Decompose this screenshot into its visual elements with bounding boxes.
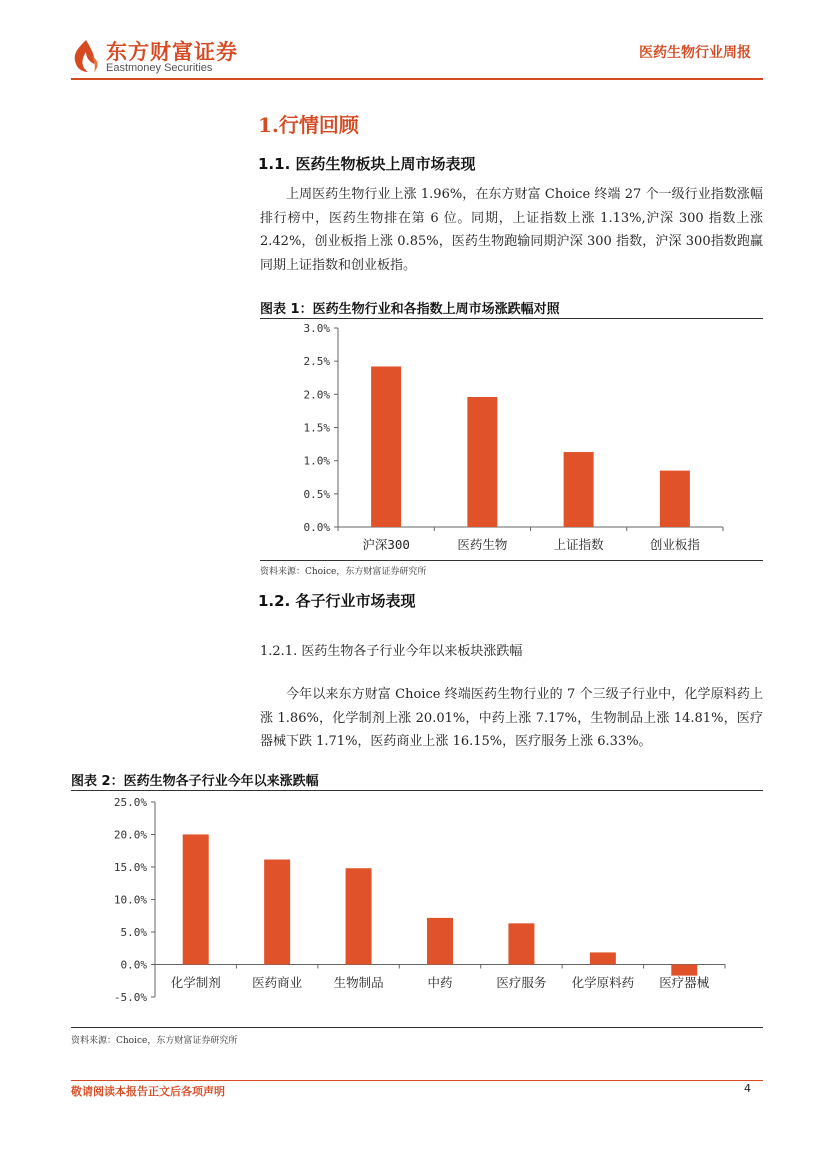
chart2-category-label: 医药商业 <box>252 975 303 990</box>
chart1-y-tick-label: 0.0% <box>303 521 330 534</box>
chart2-category-label: 医疗器械 <box>659 975 710 990</box>
company-logo <box>70 36 250 78</box>
chart2-category-label: 中药 <box>427 975 453 990</box>
logo-chinese-name: 东方财富证券 <box>106 40 238 64</box>
chart1-category-label: 上证指数 <box>553 537 604 552</box>
figure-2-svg <box>71 791 763 1026</box>
section-title: 1.行情回顾 <box>258 113 359 137</box>
logo-flame-icon <box>70 38 102 74</box>
chart1-bar <box>371 366 401 527</box>
chart2-bar <box>508 923 534 964</box>
chart2-y-tick-label: 5.0% <box>120 926 147 939</box>
chart1-y-tick-label: 2.5% <box>303 355 330 369</box>
figure-1-svg <box>260 319 763 559</box>
chart2-category-label: 医疗服务 <box>496 975 547 990</box>
chart2-y-tick-label: 10.0% <box>113 893 147 907</box>
footer-disclaimer: 敬请阅读本报告正文后各项声明 <box>71 1085 225 1098</box>
chart2-y-tick-label: 25.0% <box>113 796 147 809</box>
chart2-category-label: 化学原料药 <box>571 975 635 990</box>
footer-divider <box>71 1080 763 1081</box>
chart1-bar <box>564 452 594 527</box>
report-title: 医药生物行业周报 <box>639 45 751 61</box>
header-divider <box>71 78 763 80</box>
chart2-y-tick-label: -5.0% <box>113 991 147 1004</box>
chart1-category-label: 沪深300 <box>362 537 410 552</box>
chart1-bar <box>660 471 690 527</box>
figure-2-chart <box>71 791 763 1026</box>
figure-2-bottom-rule <box>71 1027 763 1028</box>
subsection-title-1-1: 1.1. 医药生物板块上周市场表现 <box>258 155 476 173</box>
chart1-y-tick-label: 0.5% <box>303 487 330 501</box>
chart2-bar <box>264 860 290 965</box>
figure-1-title: 图表 1：医药生物行业和各指数上周市场涨跌幅对照 <box>260 302 560 317</box>
chart2-bar <box>427 918 453 965</box>
chart1-bar <box>467 397 497 527</box>
figure-1-bottom-rule <box>260 560 763 561</box>
figure-1-source: 资料来源：Choice，东方财富证券研究所 <box>260 567 427 577</box>
figure-2-source: 资料来源：Choice，东方财富证券研究所 <box>71 1036 238 1046</box>
chart2-y-tick-label: 20.0% <box>113 828 147 842</box>
chart2-bar <box>671 965 697 976</box>
chart2-category-label: 生物制品 <box>333 975 384 990</box>
paragraph-subindustry-performance: 今年以来东方财富 Choice 终端医药生物行业的 7 个三级子行业中，化学原料药上涨 1.86%，化学制剂上涨 20.01%，中药上涨 7.17%，生物制品上涨 14.81%，医疗器械下跌 1.71%，医药商业上涨 16.15%，医疗服务上涨 6.33%。 <box>260 687 763 749</box>
chart2-y-tick-label: 15.0% <box>113 861 147 874</box>
chart2-bar <box>183 834 209 964</box>
chart2-y-tick-label: 0.0% <box>120 958 147 972</box>
logo-english-name: Eastmoney Securities <box>106 62 213 74</box>
chart1-y-tick-label: 1.5% <box>303 421 330 435</box>
chart1-y-tick-label: 1.0% <box>303 454 330 468</box>
chart1-y-tick-label: 3.0% <box>303 322 330 335</box>
figure-1-chart <box>260 319 763 559</box>
chart2-bar <box>346 868 372 964</box>
subsection-title-1-2: 1.2. 各子行业市场表现 <box>258 592 416 610</box>
paragraph-market-performance: 上周医药生物行业上涨 1.96%，在东方财富 Choice 终端 27 个一级行业指数涨幅排行榜中，医药生物排在第 6 位。同期，上证指数上涨 1.13%,沪深 300 指数上涨 2.42%，创业板指上涨 0.85%，医药生物跑输同期沪深 300 指数，沪深 300指数跑赢同期上证指数和创业板指。 <box>260 187 763 273</box>
chart2-category-label: 化学制剂 <box>170 975 221 990</box>
chart1-category-label: 医药生物 <box>457 537 508 552</box>
page-number: 4 <box>744 1082 751 1095</box>
subsection-title-1-2-1: 1.2.1. 医药生物各子行业今年以来板块涨跌幅 <box>260 644 523 659</box>
chart2-bar <box>590 952 616 964</box>
figure-2-title: 图表 2：医药生物各子行业今年以来涨跌幅 <box>71 774 319 789</box>
chart1-y-tick-label: 2.0% <box>303 388 330 402</box>
chart1-category-label: 创业板指 <box>649 537 700 552</box>
